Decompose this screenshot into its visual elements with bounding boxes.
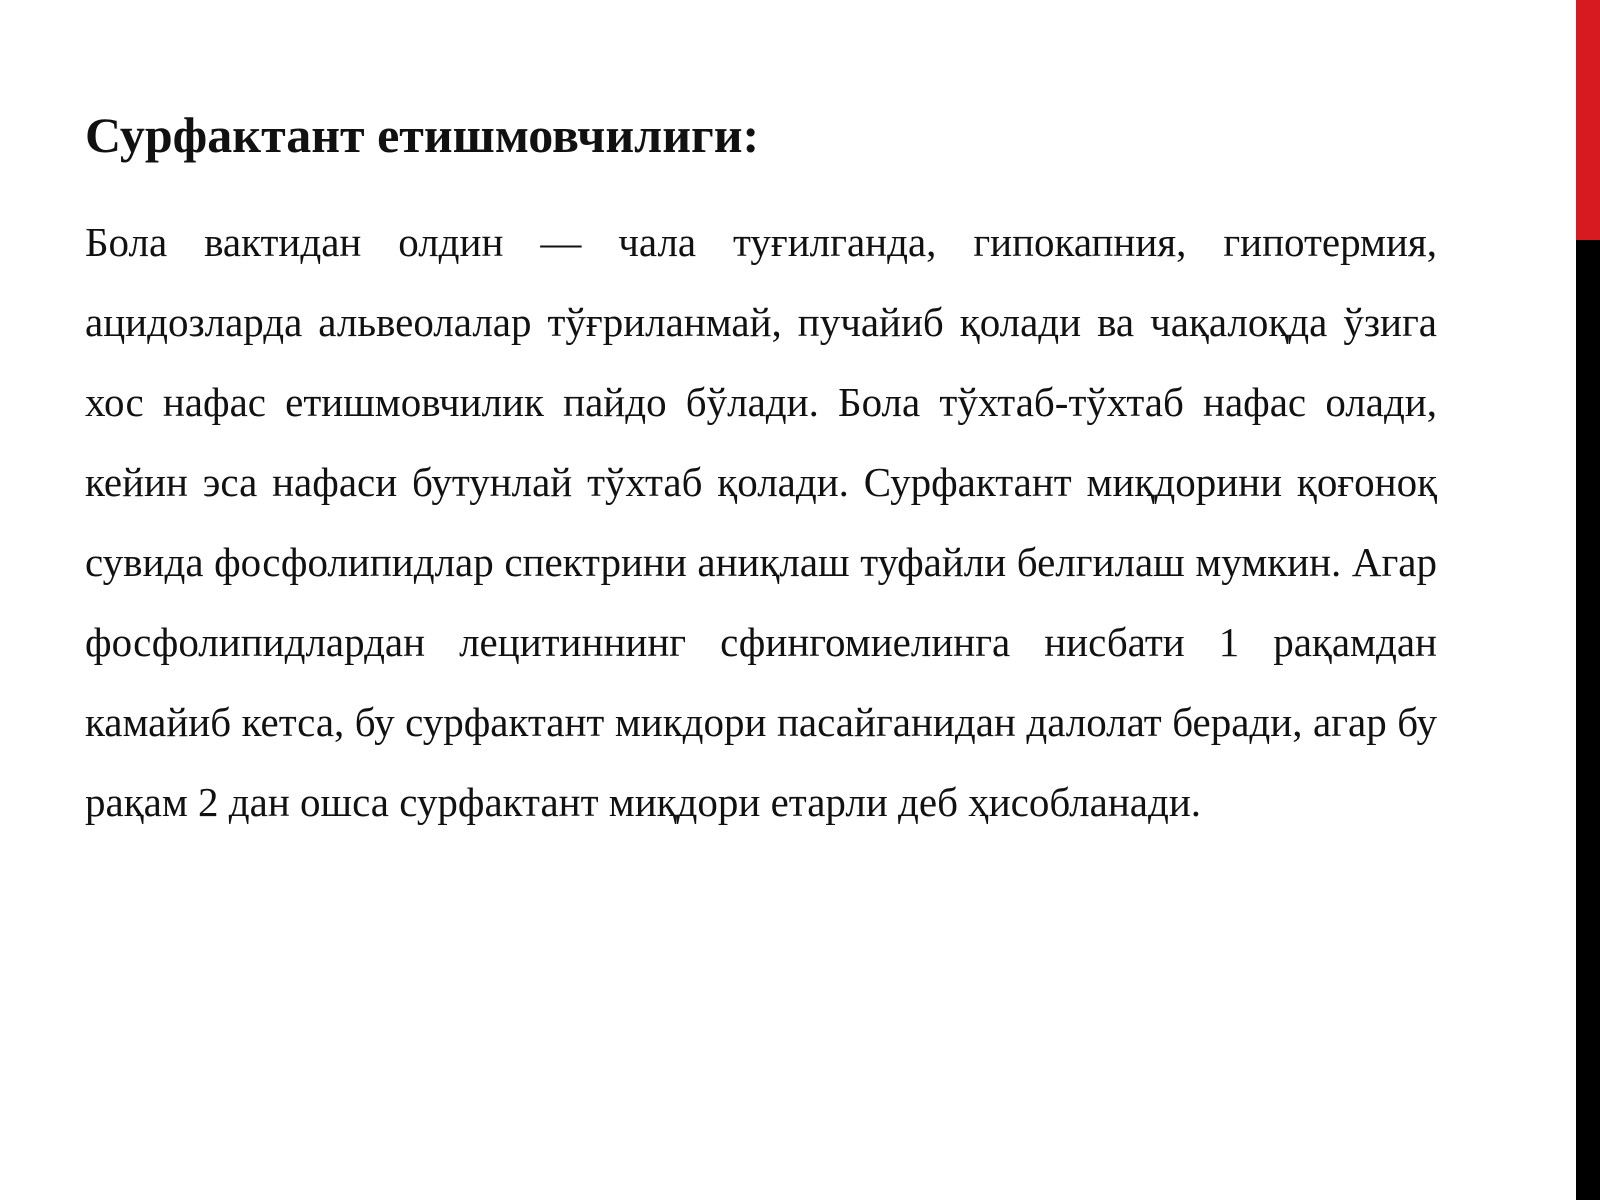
slide-title: Сурфактант етишмовчилиги: [85, 107, 760, 163]
slide-body-text: Бола вактидан олдин — чала туғилганда, гипокапния, гипотермия, ацидозларда альвеолалар тўғриланмай, пучайиб қолади ва чақалоқда ўзига хос нафас етишмовчилик пайдо бўлади. Бола тўхтаб-тўхтаб нафас олади, кейин эса нафаси бутунлай тўхтаб қолади. Сурфактант миқдорини қоғоноқ сувида фосфолипидлар спектрини аниқлаш туфайли белгилаш мумкин. Агар фосфолипидлардан лецитиннинг сфингомиелинга нисбати 1 рақамдан камайиб кетса, бу сурфактант микдори пасайганидан далолат беради, агар бу рақам 2 дан ошса сурфактант миқдори етарли деб ҳисобланади. [85, 219, 1437, 825]
accent-bar-black [1576, 240, 1600, 1200]
accent-bar-red [1576, 0, 1600, 240]
